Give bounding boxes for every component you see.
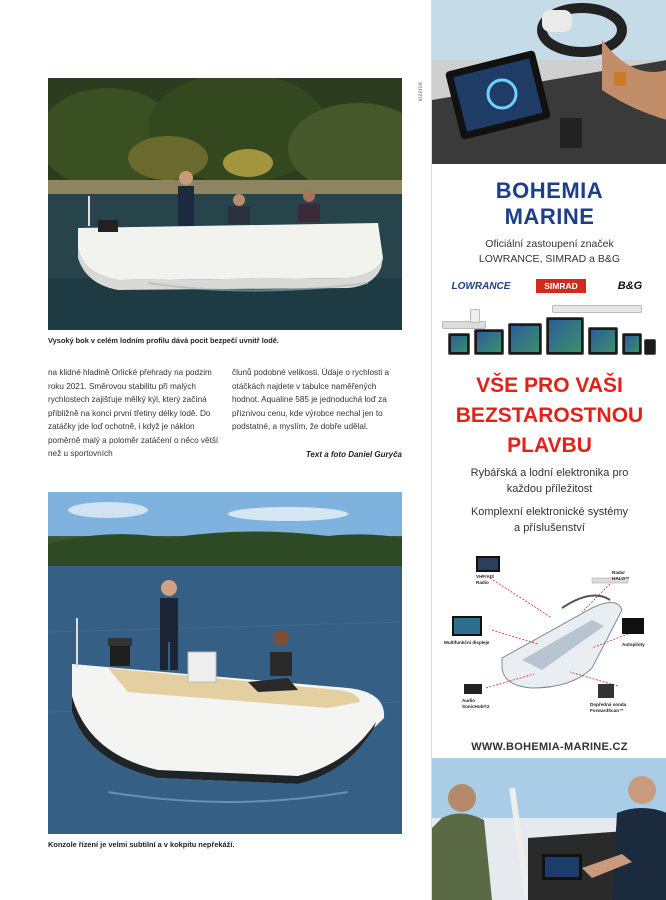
display-icon — [546, 317, 584, 355]
slogan-line1: VŠE PRO VAŠI — [476, 374, 623, 397]
photo-caption-top: Vysoký bok v celém lodním profilu dává pocit bezpečí uvnitř lodě. — [48, 336, 279, 345]
radar-dome-icon — [470, 309, 480, 323]
product-lineup-image — [442, 303, 657, 361]
slogan-line3: PLAVBU — [507, 434, 592, 457]
display-icon — [474, 329, 504, 355]
official-line1: Oficiální zastoupení značek — [485, 238, 614, 250]
lowrance-logo: LOWRANCE — [451, 280, 511, 292]
boat-photo-bottom-drawing — [48, 492, 402, 834]
blurb1-line2: každou příležitost — [506, 483, 593, 495]
multifunction-displays-label: Multifunkční displeje — [444, 640, 490, 645]
boat-photo-bottom — [48, 492, 402, 834]
control-unit-icon — [644, 339, 656, 355]
display-icon — [508, 323, 542, 355]
brand-name-line1: BOHEMIA — [495, 178, 604, 203]
ad-photo-helm — [432, 0, 666, 164]
blurb1-line1: Rybářská a lodní elektronika pro — [470, 467, 629, 479]
photo-caption-bottom: Konzole řízení je velmi subtilní a v kokpitu nepřekáží. — [48, 840, 235, 849]
article-column-right: člunů podobné velikosti. Údaje o rychlosti a otáčkách najdete v tabulce naměřených hodnot. Aqualine 585 je jednoduchá loď za příznivou cenu, kde výrobce nechal jen to podstatné, a myslím, že dobře udělal. — [232, 368, 390, 431]
radar-bar-icon — [552, 305, 642, 313]
vhf-radio-label: VHF/AIS Radio — [476, 574, 495, 585]
blurb-fishing-electronics — [432, 465, 666, 497]
simrad-logo: SIMRAD — [536, 279, 586, 293]
article-column-left: na klidné hladině Orlické přehrady na podzim roku 2021. Směrovou stabilitu při malých rychlostech zajišťuje mělký kýl, který začíná přibližně na konci první třetiny délky lodě. Do zatáčky jde loď ochotně, i když je náklon poměrně malý a poloměr zatáčení o něco větší než u sportovních — [48, 368, 219, 458]
radar-label: Radar HALO™ — [612, 570, 630, 581]
ad-photo-helm-drawing — [432, 0, 666, 164]
blurb-complex-systems — [432, 504, 666, 536]
boat-systems-diagram — [442, 548, 657, 734]
display-icon — [588, 327, 618, 355]
bohemia-marine-advertisement — [431, 0, 666, 900]
website-url[interactable]: WWW.BOHEMIA-MARINE.CZ — [471, 741, 628, 753]
slogan-line2: BEZSTAROSTNOU — [455, 404, 644, 427]
ad-photo-crew-drawing — [432, 758, 666, 900]
blurb2-line1: Komplexní elektronické systémy — [470, 506, 629, 518]
official-representation — [432, 237, 666, 267]
forward-sonar-label: Dopředná sonda ForwardScan™ — [590, 702, 627, 713]
display-icon — [448, 333, 470, 355]
official-line2: LOWRANCE, SIMRAD a B&G — [478, 253, 621, 265]
bg-logo: B&G — [617, 280, 643, 292]
boat-photo-top — [48, 78, 402, 330]
display-icon — [622, 333, 642, 355]
ad-photo-crew — [432, 758, 666, 900]
audio-label: Audio SonicHub®2 — [462, 698, 490, 709]
autopilots-label: Autopiloty — [622, 642, 645, 647]
advertisement-label: inzerce — [418, 82, 424, 102]
boat-photo-top-drawing — [48, 78, 402, 330]
brand-name-line2: MARINE — [504, 204, 595, 229]
author-credit: Text a foto Daniel Guryča — [305, 450, 402, 459]
blurb2-line2: a příslušenství — [514, 522, 585, 534]
